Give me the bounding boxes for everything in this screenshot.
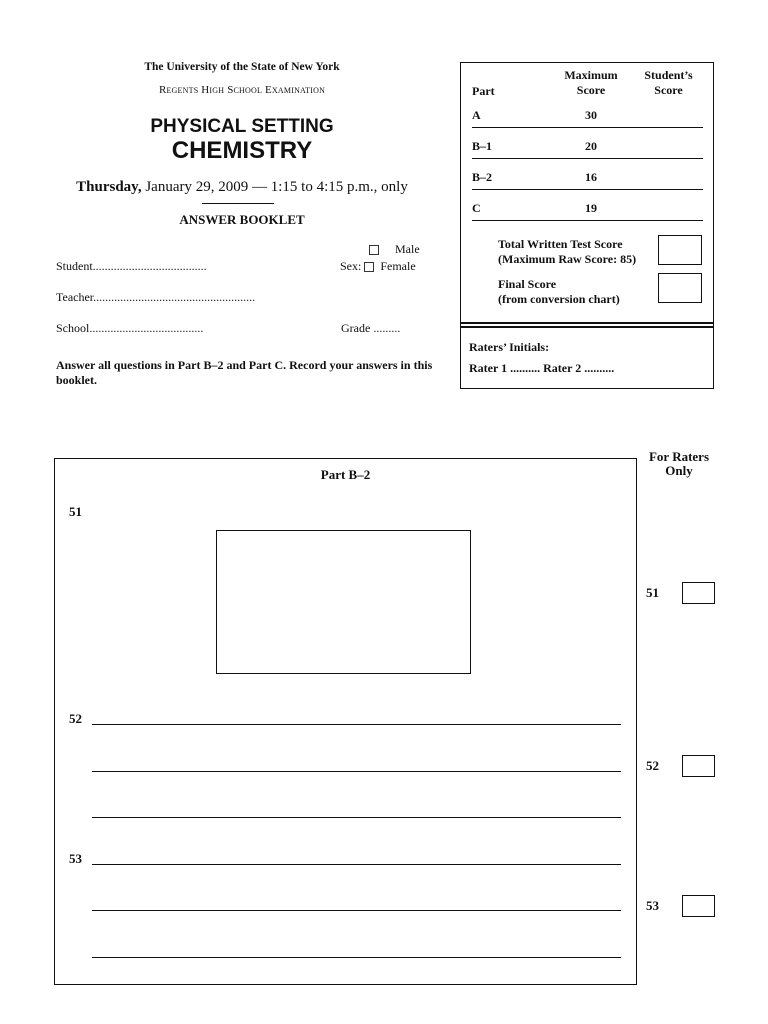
grade-dots: ......... xyxy=(373,321,401,335)
student-field[interactable] xyxy=(56,259,207,274)
exam-day: Thursday, xyxy=(76,179,142,195)
rater-52-label: 52 xyxy=(646,758,659,773)
question-52-answer-line[interactable] xyxy=(92,817,621,818)
total-score-label: Total Written Test Score (Maximum Raw Score: 85) xyxy=(498,237,637,266)
female-checkbox[interactable] xyxy=(364,262,374,272)
rater-52-score-box[interactable] xyxy=(682,755,715,777)
date-divider xyxy=(202,203,274,204)
rater-initials-row[interactable] xyxy=(469,361,614,376)
university-name: The University of the State of New York xyxy=(144,61,340,73)
row-c-part: C xyxy=(472,201,481,215)
row-b2-part: B–2 xyxy=(472,170,493,184)
rater2-label: Rater 2 xyxy=(543,361,582,375)
grade-label: Grade xyxy=(341,321,371,335)
rater1-label: Rater 1 xyxy=(469,361,508,375)
sex-male-option[interactable] xyxy=(369,242,420,257)
school-label: School xyxy=(56,321,90,335)
row-a-max: 30 xyxy=(585,108,597,122)
male-label: Male xyxy=(395,242,420,256)
exam-name: Regents High School Examination xyxy=(158,84,326,96)
row-b2-max: 16 xyxy=(585,170,597,184)
row-b1-max: 20 xyxy=(585,139,597,153)
student-dots: ...................................... xyxy=(92,259,207,273)
student-label: Student xyxy=(56,259,93,273)
row-b1-score-line[interactable] xyxy=(472,158,703,159)
female-label: Female xyxy=(380,259,416,273)
grade-field[interactable] xyxy=(341,321,400,336)
row-a-score-line[interactable] xyxy=(472,127,703,128)
rater-51-score-box[interactable] xyxy=(682,582,715,604)
rater1-dots: .......... xyxy=(510,361,541,375)
question-52-answer-line[interactable] xyxy=(92,724,621,725)
total-score-box[interactable] xyxy=(658,235,702,265)
rater-51-label: 51 xyxy=(646,585,659,600)
exam-date-time: January 29, 2009 — 1:15 to 4:15 p.m., only xyxy=(141,179,408,195)
rater-53-score-box[interactable] xyxy=(682,895,715,917)
score-box xyxy=(460,62,714,389)
instructions: Answer all questions in Part B–2 and Part C. Record your answers in this booklet. xyxy=(56,358,433,387)
part-b2-title: Part B–2 xyxy=(320,467,371,482)
col-student-header: Student’s Score xyxy=(644,68,693,97)
raters-initials-label: Raters’ Initials: xyxy=(469,340,550,354)
sex-label: Sex: xyxy=(340,259,362,273)
question-53-number: 53 xyxy=(69,851,82,866)
question-52-answer-line[interactable] xyxy=(92,771,621,772)
score-box-double-rule xyxy=(461,322,713,328)
teacher-label: Teacher xyxy=(56,290,94,304)
question-53-answer-line[interactable] xyxy=(92,957,621,958)
row-b1-part: B–1 xyxy=(472,139,493,153)
subject-title-line1: PHYSICAL SETTING xyxy=(150,116,334,137)
question-53-answer-line[interactable] xyxy=(92,910,621,911)
question-51-answer-box[interactable] xyxy=(216,530,471,674)
row-c-score-line[interactable] xyxy=(472,220,703,221)
subject-title-line2: CHEMISTRY xyxy=(171,137,313,164)
teacher-field[interactable] xyxy=(56,290,255,305)
answer-booklet-title: ANSWER BOOKLET xyxy=(179,212,305,227)
row-b2-score-line[interactable] xyxy=(472,189,703,190)
sex-field xyxy=(340,259,416,274)
rater2-dots: .......... xyxy=(584,361,615,375)
col-part-header: Part xyxy=(472,84,495,98)
rater-53-label: 53 xyxy=(646,898,659,913)
teacher-dots: ...................................................... xyxy=(93,290,256,304)
row-a-part: A xyxy=(472,108,481,122)
male-checkbox[interactable] xyxy=(369,245,379,255)
question-52-number: 52 xyxy=(69,711,82,726)
school-field[interactable] xyxy=(56,321,203,336)
final-score-label: Final Score (from conversion chart) xyxy=(498,277,620,306)
school-dots: ...................................... xyxy=(89,321,204,335)
question-53-answer-line[interactable] xyxy=(92,864,621,865)
final-score-box[interactable] xyxy=(658,273,702,303)
row-c-max: 19 xyxy=(585,201,597,215)
for-raters-only: For Raters Only xyxy=(648,449,710,478)
col-max-header: Maximum Score xyxy=(564,68,618,97)
exam-date xyxy=(60,179,424,196)
question-51-number: 51 xyxy=(69,504,82,519)
